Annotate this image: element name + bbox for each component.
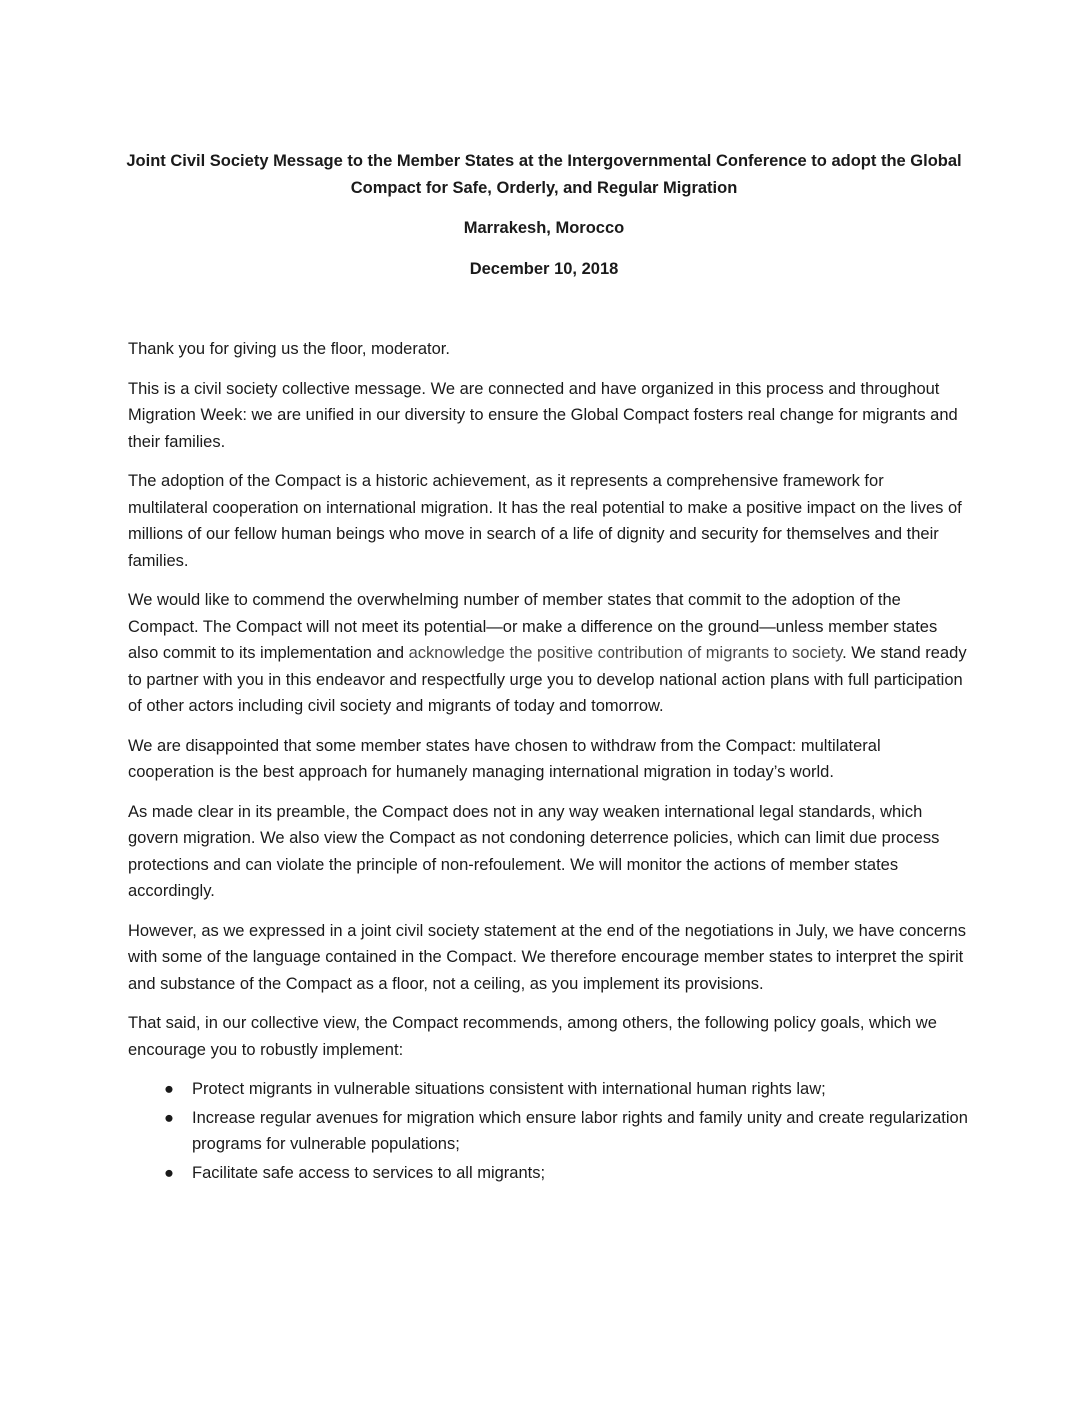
list-item — [128, 1160, 968, 1187]
bullet-icon: ● — [164, 1108, 174, 1127]
paragraph-4 — [128, 587, 968, 720]
bullet-icon: ● — [164, 1163, 174, 1182]
paragraph-7: However, as we expressed in a joint civil society statement at the end of the negotiations in July, we have concerns with some of the language contained in the Compact. We therefore encourage member states to interpret the spirit and substance of the Compact as a floor, not a ceiling, as you implement its provisions. — [128, 921, 966, 993]
paragraph-8: That said, in our collective view, the Compact recommends, among others, the following policy goals, which we encourage you to robustly implement: — [128, 1014, 937, 1059]
paragraph-4-highlight: acknowledge the positive contribution of migrants to society — [408, 644, 843, 662]
list-item-text: Increase regular avenues for migration which ensure labor rights and family unity and create regularization programs for vulnerable populations; — [192, 1108, 968, 1153]
paragraph-3: The adoption of the Compact is a historic achievement, as it represents a comprehensive framework for multilateral cooperation on international migration. It has the real potential to make a positive impact on the lives of millions of our fellow human beings who move in search of a life of dignity and security for themselves and their families. — [128, 472, 962, 570]
paragraph-2: This is a civil society collective message. We are connected and have organized in this process and throughout Migration Week: we are unified in our diversity to ensure the Global Compact fosters real change for migrants and their families. — [128, 379, 958, 451]
paragraph-5: We are disappointed that some member states have chosen to withdraw from the Compact: multilateral cooperation is the best approach for humanely managing international migration in today’s world. — [128, 736, 881, 781]
paragraph-4-part-1: We would like to commend the overwhelming number of member states that commit to the adoption of the Compact. The Compact will not meet its potential—or make a difference on the ground—unless member states also commit to its implementation and — [128, 591, 938, 662]
list-item — [128, 1105, 968, 1158]
list-item-text: Facilitate safe access to services to all migrants; — [192, 1163, 546, 1182]
document-date: December 10, 2018 — [469, 260, 619, 278]
document-title: Joint Civil Society Message to the Member States at the Intergovernmental Conference to adopt the Global Compact for Safe, Orderly, and Regular Migration — [126, 152, 962, 197]
document-location: Marrakesh, Morocco — [463, 219, 625, 237]
policy-goals-list — [128, 1076, 968, 1186]
bullet-icon: ● — [164, 1080, 174, 1098]
paragraph-4-part-3: . We stand ready to partner with you in this endeavor and respectfully urge you to develop national action plans with full participation of other actors including civil society and migrants of today and tomorrow. — [128, 644, 967, 715]
paragraph-6: As made clear in its preamble, the Compact does not in any way weaken international legal standards, which govern migration. We also view the Compact as not condoning deterrence policies, which can limit due process protections and can violate the principle of non-refoulement. We will monitor the actions of member states accordingly. — [128, 802, 940, 900]
paragraph-1: Thank you for giving us the floor, moderator. — [128, 340, 450, 358]
document-body — [128, 336, 968, 1188]
list-item-text: Protect migrants in vulnerable situations consistent with international human rights law; — [192, 1080, 826, 1098]
list-item — [128, 1076, 968, 1103]
